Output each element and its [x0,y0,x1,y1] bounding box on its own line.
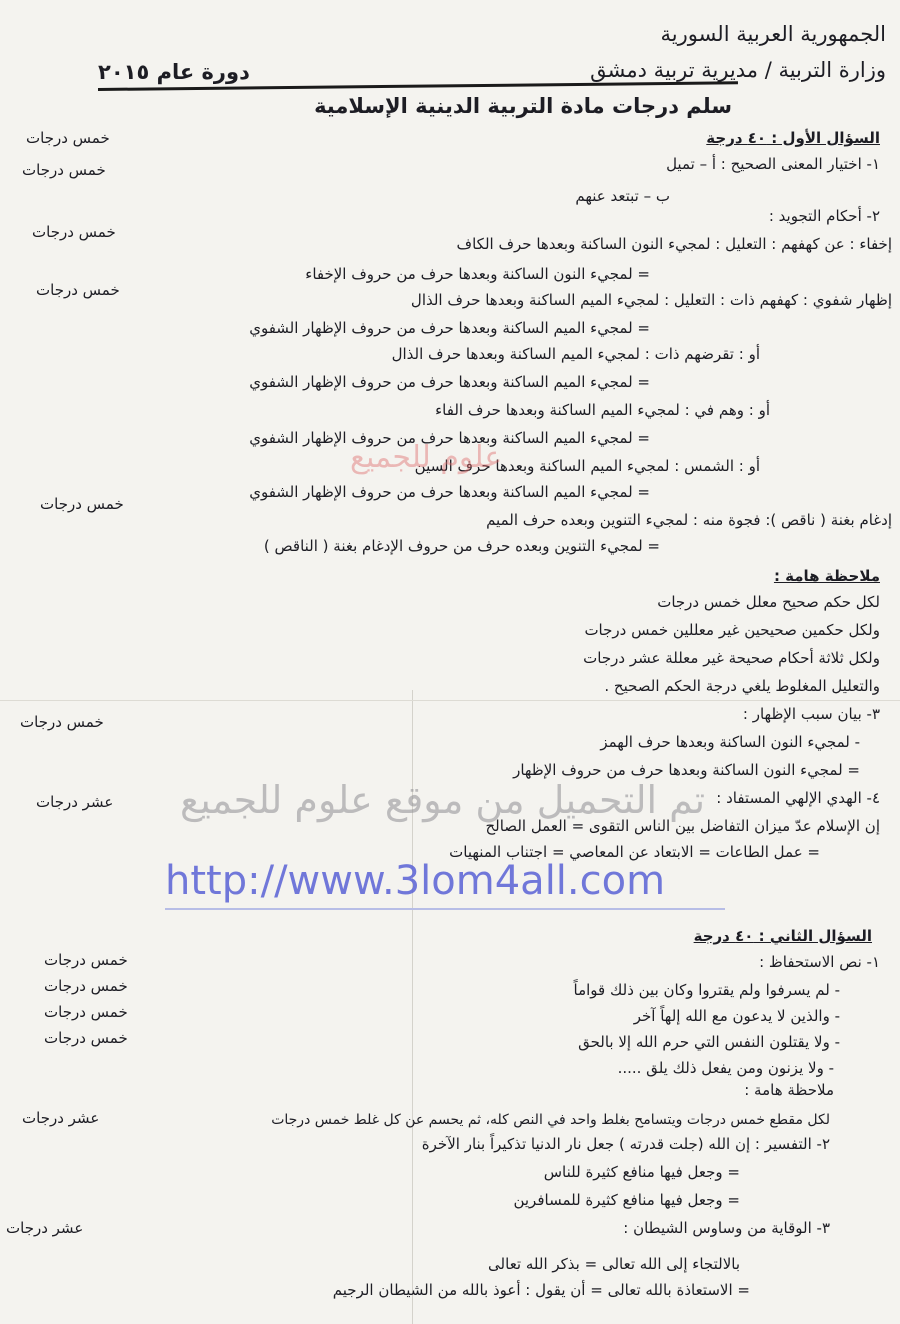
q2-line: - ولا يقتلون النفس التي حرم الله إلا بالحق [578,1033,840,1051]
mark-ten: عشر درجات [6,1219,84,1237]
q2-note-heading: ملاحظة هامة : [744,1081,834,1099]
q1-line: ٤- الهدي الإلهي المستفاد : [716,789,880,807]
q1-note-line: ولكل ثلاثة أحكام صحيحة غير معللة عشر درجات [583,649,880,667]
header-session: دورة عام ٢٠١٥ [98,60,250,84]
mark-ten: عشر درجات [22,1109,100,1127]
mark-five: خمس درجات [26,129,110,147]
header-ministry: وزارة التربية / مديرية تربية دمشق [590,58,886,82]
q1-heading: السؤال الأول : ٤٠ درجة [706,129,880,147]
q1-line: إن الإسلام عدّ ميزان التفاضل بين الناس التقوى = العمل الصالح [485,817,880,835]
mark-five: خمس درجات [40,495,124,513]
q2-line: ٣- الوقاية من وساوس الشيطان : [623,1219,830,1237]
header-republic: الجمهورية العربية السورية [660,22,886,46]
q1-line: = لمجيء الميم الساكنة وبعدها حرف من حروف الإظهار الشفوي [249,319,650,337]
page-title: سلم درجات مادة التربية الدينية الإسلامية [314,94,732,118]
mark-five: خمس درجات [44,977,128,995]
q2-line: ١- نص الاستحفاظ : [759,953,880,971]
q1-note-heading: ملاحظة هامة : [773,567,880,585]
q1-line: - لمجيء النون الساكنة وبعدها حرف الهمز [600,733,860,751]
q1-line: إظهار شفوي : كهفهم ذات : التعليل : لمجيء الميم الساكنة وبعدها حرف الذال [410,291,892,309]
q2-heading: السؤال الثاني : ٤٠ درجة [693,927,872,945]
q2-line: = وجعل فيها منافع كثيرة للمسافرين [513,1191,740,1209]
q2-line: = وجعل فيها منافع كثيرة للناس [543,1163,740,1181]
q1-line: = لمجيء الميم الساكنة وبعدها حرف من حروف الإظهار الشفوي [249,373,650,391]
mark-five: خمس درجات [44,1029,128,1047]
q1-line: = لمجيء الميم الساكنة وبعدها حرف من حروف الإظهار الشفوي [249,483,650,501]
q1-line: ٢- أحكام التجويد : [768,207,880,225]
q1-note-line: والتعليل المغلوط يلغي درجة الحكم الصحيح . [604,677,880,695]
q1-line: ١- اختيار المعنى الصحيح : أ – تميل [666,155,880,173]
q1-line: = لمجيء الميم الساكنة وبعدها حرف من حروف الإظهار الشفوي [249,429,650,447]
q1-line: أو : وهم في : لمجيء الميم الساكنة وبعدها حرف الفاء [435,401,770,419]
q2-line: - لم يسرفوا ولم يقتروا وكان بين ذلك قواماً [573,981,840,999]
mark-five: خمس درجات [44,951,128,969]
q2-line: - ولا يزنون ومن يفعل ذلك يلق ..... [617,1059,834,1077]
mark-five: خمس درجات [22,161,106,179]
q1-line: ب – تبتعد عنهم [575,187,670,205]
q1-note-line: ولكل حكمين صحيحين غير معللين خمس درجات [584,621,880,639]
site-watermark: تم التحميل من موقع علوم للجميع [180,778,706,822]
q1-line: إخفاء : عن كهفهم : التعليل : لمجيء النون الساكنة وبعدها حرف الكاف [456,235,892,253]
red-stamp-watermark: علوم للجميع [350,440,503,475]
q2-line: ٢- التفسير : إن الله (جلت قدرته ) جعل نار الدنيا تذكيراً بنار الآخرة [421,1135,830,1153]
q1-line: = لمجيء التنوين وبعده حرف من حروف الإدغام بغنة ( الناقص ) [263,537,660,555]
q1-line: = عمل الطاعات = الابتعاد عن المعاصي = اجتناب المنهيات [449,843,820,861]
mark-ten: عشر درجات [36,793,114,811]
q1-line: أو : الشمس : لمجيء الميم الساكنة وبعدها حرف السين [414,457,760,475]
mark-five: خمس درجات [32,223,116,241]
q2-note-line: لكل مقطع خمس درجات ويتسامح بغلط واحد في النص كله، ثم يحسم عن كل غلط خمس درجات [271,1112,830,1128]
paper-fold-horizontal [0,700,900,701]
q1-line: = لمجيء النون الساكنة وبعدها حرف من حروف الإظهار [513,761,860,779]
q2-line: = الاستعاذة بالله تعالى = أن يقول : أعوذ بالله من الشيطان الرجيم [332,1281,750,1299]
q2-line: بالالتجاء إلى الله تعالى = بذكر الله تعالى [488,1255,740,1273]
q1-line: = لمجيء النون الساكنة وبعدها حرف من حروف الإخفاء [305,265,650,283]
q1-line: أو : تقرضهم ذات : لمجيء الميم الساكنة وبعدها حرف الذال [391,345,760,363]
mark-five: خمس درجات [20,713,104,731]
q2-line: - والذين لا يدعون مع الله إلهاً آخر [633,1007,840,1025]
mark-five: خمس درجات [36,281,120,299]
q1-note-line: لكل حكم صحيح معلل خمس درجات [657,593,880,611]
q1-line: إدغام بغنة ( ناقص ): فجوة منه : لمجيء التنوين وبعده حرف الميم [486,511,892,529]
site-url-link[interactable]: http://www.3lom4all.com [165,858,666,904]
q1-line: ٣- بيان سبب الإظهار : [742,705,880,723]
mark-five: خمس درجات [44,1003,128,1021]
url-underline [165,908,725,910]
